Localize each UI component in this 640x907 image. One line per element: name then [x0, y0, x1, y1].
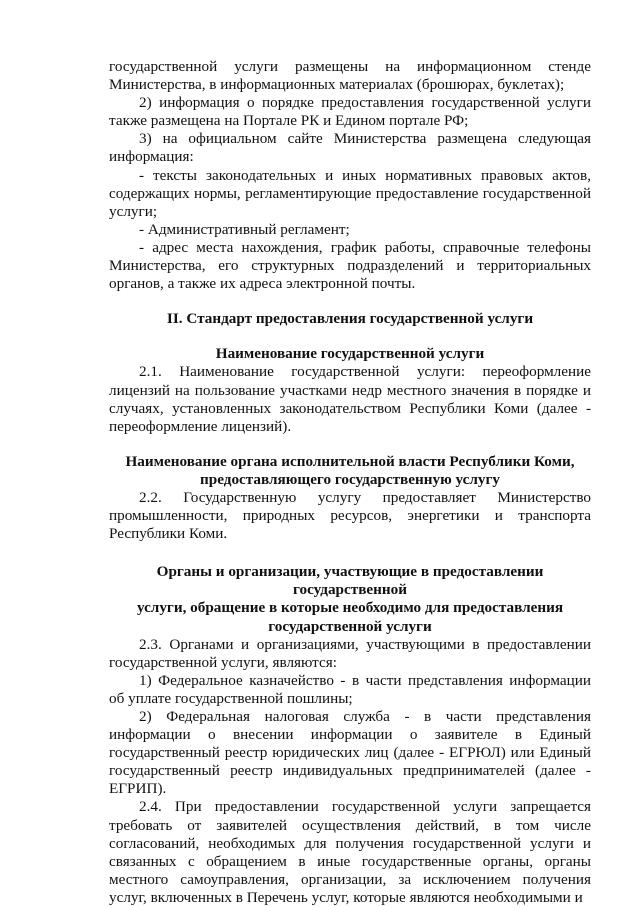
section-title: II. Стандарт предоставления государственной услуги [166, 310, 534, 328]
subheading-orgs-line-3: государственной услуги [268, 617, 432, 635]
paragraph-list-item: 3) на официальном сайте Министерства размещена следующая информация: [109, 130, 591, 166]
paragraph: государственной услуги размещены на информационном стенде Министерства, в информационных материалах (брошюрах, буклетах); [109, 58, 591, 94]
subheading-organ-line-1: Наименование органа исполнительной власти Республики Коми, [125, 452, 575, 470]
subheading-orgs-line-2: услуги, обращение в которые необходимо для предоставления [136, 599, 564, 617]
subheading-organ-line-2: предоставляющего государственную услугу [200, 470, 500, 488]
paragraph-2-3-item-1: 1) Федеральное казначейство - в части представления информации об уплате государственной пошлины; [109, 671, 591, 707]
paragraph-2-1: 2.1. Наименование государственной услуги: переоформление лицензий на пользование участками недр местного значения в порядке и случаях, установленных законодательством Республики Коми (далее - переоформление лицензий). [109, 363, 591, 435]
paragraph-2-2: 2.2. Государственную услугу предоставляет Министерство промышленности, природных ресурсов, энергетики и транспорта Республики Коми. [109, 488, 591, 543]
paragraph-dash-item: - Административный регламент; [139, 220, 350, 238]
paragraph-dash-item: - адрес места нахождения, график работы, справочные телефоны Министерства, его структурных подразделений и территориальных органов, а также их адреса электронной почты. [109, 238, 591, 293]
paragraph-2-4: 2.4. При предоставлении государственной услуги запрещается требовать от заявителей осуществления действий, в том числе согласований, необходимых для получения государственной услуги и связанных с обращением в иные государственные органы, органы местного самоуправления, организации, за исключением получения услуг, включенных в Перечень услуг, которые являются необходимыми и [109, 798, 591, 906]
paragraph-list-item: 2) информация о порядке предоставления государственной услуги также размещена на Портале РК и Едином портале РФ; [109, 94, 591, 130]
paragraph-dash-item: - тексты законодательных и иных нормативных правовых актов, содержащих нормы, регламентирующие предоставление государственной услуги; [109, 166, 591, 220]
paragraph-2-3: 2.3. Органами и организациями, участвующими в предоставлении государственной услуги, являются: [109, 635, 591, 671]
document-page [109, 58, 591, 907]
subheading-orgs-line-1: Органы и организации, участвующие в предоставлении государственной [156, 563, 544, 599]
paragraph-2-3-item-2: 2) Федеральная налоговая служба - в части представления информации о внесении информации о заявителе в Единый государственный реестр юридических лиц (далее - ЕГРЮЛ) или Единый государственный реестр индивидуальных предпринимателей (далее - ЕГРИП). [109, 708, 591, 798]
subheading-service-name: Наименование государственной услуги [215, 345, 485, 363]
